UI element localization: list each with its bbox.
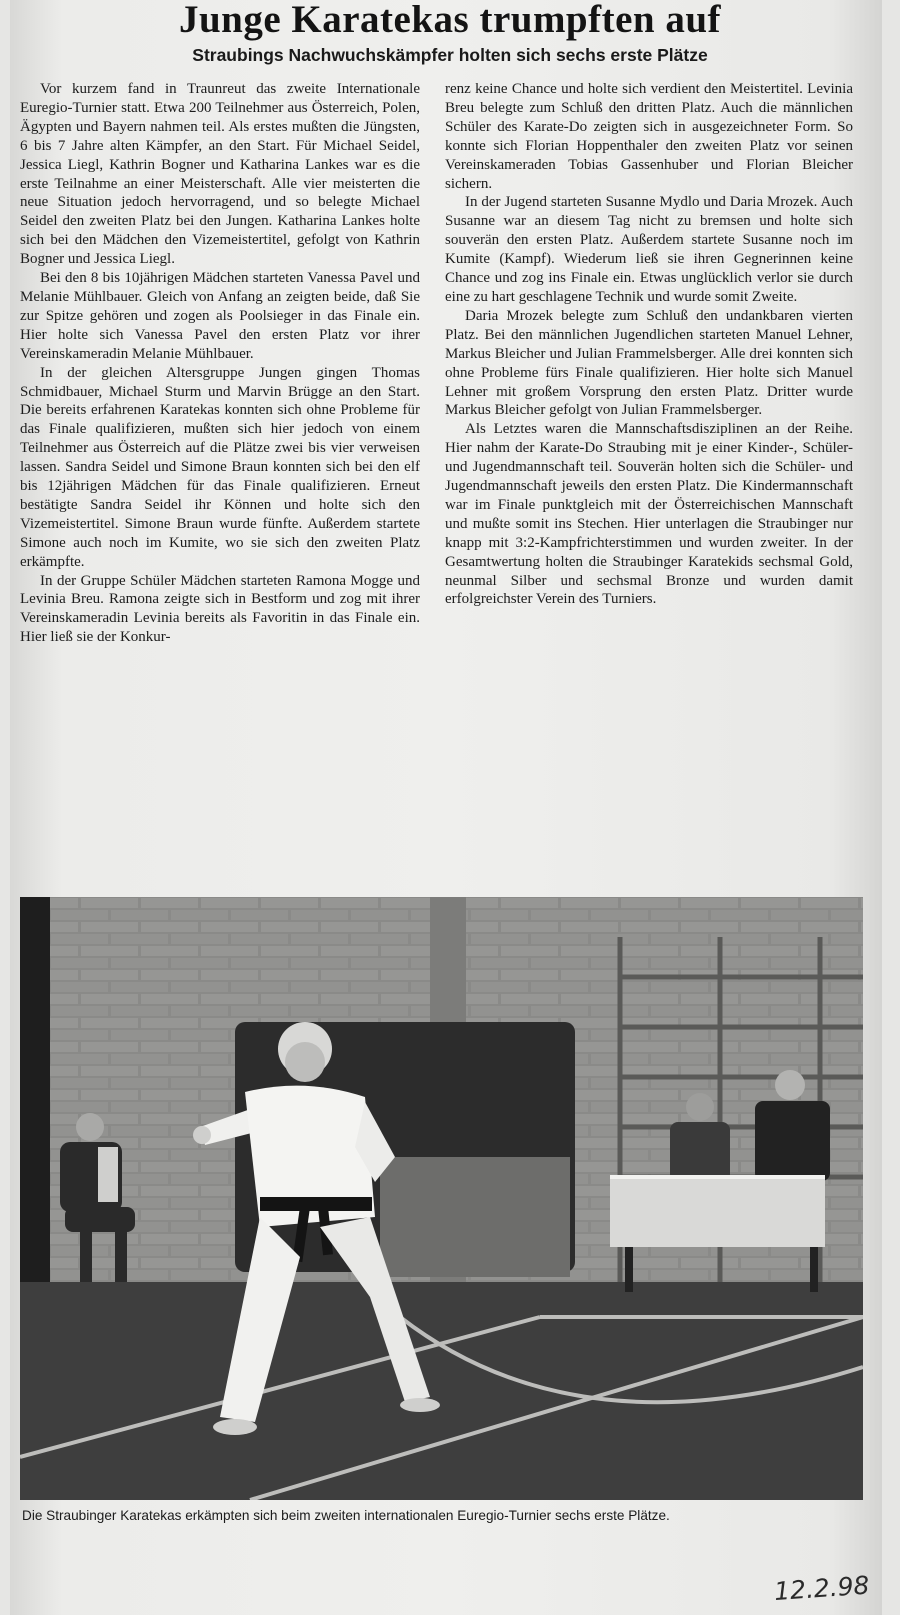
article-paragraph: In der gleichen Altersgruppe Jungen gingen Thomas Schmidbauer, Michael Sturm und Marvin Brügge an den Start. Die bereits erfahrenen Karatekas konnten sich ohne Probleme für das Finale qualifizieren, mußten sich hier jedoch von einem Teilnehmer aus Österreich auf die Plätze zwei bis vier verweisen lassen. Sandra Seidel und Simone Braun konnten sich bei den elf bis 12jährigen Mädchen für das Finale qualifizieren. Erneut bestätigte Sandra Seidel ihr Können und holte sich den Vizemeistertitel. Simone Braun wurde fünfte. Außerdem startete Simone auch noch im Kumite, wo sie sich den zweiten Platz erkämpfte. xyxy=(20,364,420,570)
handwritten-date: 12.2.98 xyxy=(773,1570,871,1607)
article-column-left xyxy=(20,80,420,647)
article-paragraph: Bei den 8 bis 10jährigen Mädchen starteten Vanessa Pavel und Melanie Mühlbauer. Gleich von Anfang an zeigten beide, daß Sie zur Spitze gehören und zogen als Poolsieger in das Finale ein. Hier holte sich Vanessa Pavel den ersten Platz vor ihrer Vereinskameradin Melanie Mühlbauer. xyxy=(20,270,420,362)
article-paragraph-continued: renz keine Chance und holte sich verdient den Meistertitel. Levinia Breu belegte zum Schluß den dritten Platz. Auch die männlichen Schüler des Karate-Do zeigten sich in ausgezeichneter Form. So konnte sich Florian Hoppenthaler den zweiten Platz vor seinen Vereinskameraden Tobias Gassenhuber und Florian Bleicher sichern. xyxy=(445,81,853,192)
karate-photo-illustration xyxy=(20,897,863,1500)
article-headline: Junge Karatekas trumpften auf xyxy=(178,0,722,41)
article-paragraph: In der Jugend starteten Susanne Mydlo und Daria Mrozek. Auch Susanne war an diesem Tag nicht zu bremsen und holte sich souverän den ersten Platz. Außerdem startete Susanne noch im Kumite (Kampf). Wiederum ließ sie ihren Gegnerinnen keine Chance und zog ins Finale ein. Etwas unglücklich verlor sie durch eine zu hart geschlagene Technik und wurde somit Zweite. xyxy=(445,194,853,305)
article-paragraph: Daria Mrozek belegte zum Schluß den undankbaren vierten Platz. Bei den männlichen Jugendlichen starteten Manuel Lehner, Markus Bleicher und Julian Frammelsberger. Alle drei konnten sich ohne Probleme fürs Finale qualifizieren. Hier holte sich Manuel Lehner mit großem Vorsprung den ersten Platz. Dritter wurde Markus Bleicher gefolgt von Julian Frammelsberger. xyxy=(445,307,853,419)
article-photo xyxy=(20,897,863,1500)
article-paragraph: Vor kurzem fand in Traunreut das zweite Internationale Euregio-Turnier statt. Etwa 200 Teilnehmer aus Österreich, Polen, Ägypten und Bayern nahmen teil. Als erstes mußten die Jüngsten, 6 bis 7 Jahre alten Kämpfer, an den Start. Für Michael Seidel, Jessica Liegl, Kathrin Bogner und Katharina Lankes war es die erste Teilnahme an einer Meisterschaft. Alle vier meisterten die neue Situation jedoch hervorragend, und so belegte Michael Seidel den zweiten Platz bei den Jungen. Katharina Lankes holte sich bei den Mädchen den Vizemeistertitel, gefolgt von Kathrin Bogner und Jessica Liegl. xyxy=(20,81,420,268)
photo-caption: Die Straubinger Karatekas erkämpten sich beim zweiten internationalen Euregio-Turnier sechs erste Plätze. xyxy=(22,1508,670,1523)
article-column-right xyxy=(445,80,853,609)
article-subheadline: Straubings Nachwuchskämpfer holten sich sechs erste Plätze xyxy=(192,45,708,65)
article-paragraph: In der Gruppe Schüler Mädchen starteten Ramona Mogge und Levinia Breu. Ramona zeigte sich in Bestform und zog mit ihrer Vereinskameradin Levinia bereits als Favoritin in das Finale ein. Hier ließ sie der Konkur- xyxy=(20,572,420,646)
article-paragraph: Als Letztes waren die Mannschaftsdisziplinen an der Reihe. Hier nahm der Karate-Do Straubing mit je einer Kinder-, Schüler- und Jugendmannschaft teil. Souverän holten sich die Schüler- und Jugendmannschaft jeweils den ersten Platz. Die Kindermannschaft war im Finale punktgleich mit der Österreichischen Mannschaft und mußte somit ins Stechen. Hier unterlagen die Straubinger nur knapp mit 3:2-Kampfrichterstimmen und wurden zweiter. In der Gesamtwertung holten die Straubinger Karatekids sechsmal Gold, neunmal Silber und sechsmal Bronze und wurden damit erfolgreichster Verein des Turniers. xyxy=(445,421,853,608)
